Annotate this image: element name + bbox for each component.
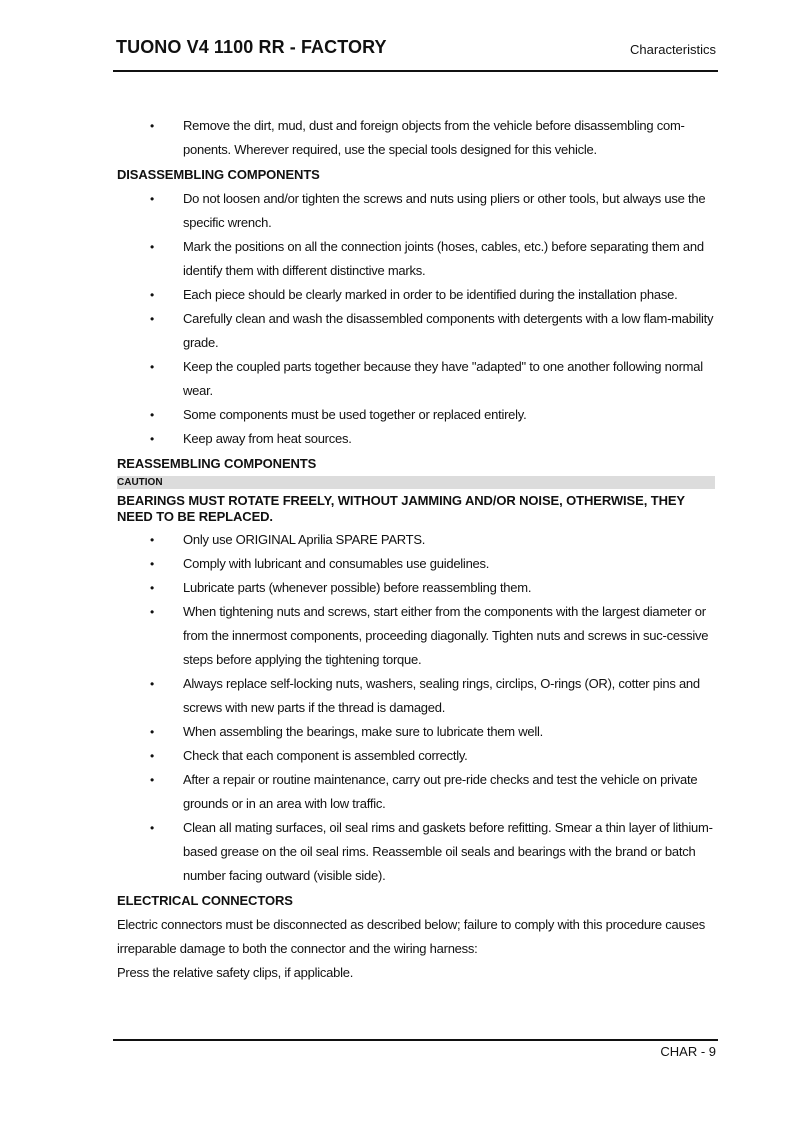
caution-text: BEARINGS MUST ROTATE FREELY, WITHOUT JAMMING AND/OR NOISE, OTHERWISE, THEY NEED TO BE REPLACED. [117,493,685,524]
bullet-icon: • [150,605,154,619]
disassembling-heading: DISASSEMBLING COMPONENTS [117,167,320,182]
intro-list [117,114,715,162]
electrical-heading: ELECTRICAL CONNECTORS [117,893,293,908]
page-content [117,114,715,985]
bullet-icon: • [150,533,154,547]
bullet-icon: • [150,749,154,763]
caution-label: CAUTION [117,476,715,489]
list-item: • Only use ORIGINAL Aprilia SPARE PARTS. [117,528,715,552]
bullet-icon: • [150,360,154,374]
bullet-icon: • [150,288,154,302]
electrical-paragraph: Electric connectors must be disconnected as described below; failure to comply with this procedure causes irreparable damage to both the connector and the wiring harness: [117,917,705,956]
bullet-icon: • [150,432,154,446]
reassembling-list [117,528,715,888]
list-item: • When assembling the bearings, make sure to lubricate them well. [117,720,715,744]
page-number: CHAR - 9 [660,1044,716,1059]
reassembling-heading: REASSEMBLING COMPONENTS [117,456,317,471]
bullet-icon: • [150,821,154,835]
list-item: • Lubricate parts (whenever possible) before reassembling them. [117,576,715,600]
bullet-icon: • [150,408,154,422]
list-item: • After a repair or routine maintenance, carry out pre-ride checks and test the vehicle on private grounds or in an area with low traffic. [117,768,715,816]
list-item: • Keep away from heat sources. [117,427,715,451]
bullet-icon: • [150,725,154,739]
bullet-icon: • [150,119,154,133]
bullet-icon: • [150,581,154,595]
list-item: • Each piece should be clearly marked in order to be identified during the installation phase. [117,283,715,307]
list-item: • Remove the dirt, mud, dust and foreign objects from the vehicle before disassembling com-ponents. Wherever required, use the special tools designed for this vehicle. [117,114,715,162]
bullet-icon: • [150,240,154,254]
list-item: • Some components must be used together or replaced entirely. [117,403,715,427]
footer-divider [113,1039,718,1041]
list-item: • When tightening nuts and screws, start either from the components with the largest diameter or from the innermost components, proceeding diagonally. Tighten nuts and screws in suc-cessive steps before applying the tightening torque. [117,600,715,672]
list-item: • Always replace self-locking nuts, washers, sealing rings, circlips, O-rings (OR), cotter pins and screws with new parts if the thread is damaged. [117,672,715,720]
disassembling-list [117,187,715,451]
list-item: • Keep the coupled parts together because they have "adapted" to one another following normal wear. [117,355,715,403]
bullet-icon: • [150,192,154,206]
bullet-icon: • [150,557,154,571]
bullet-icon: • [150,312,154,326]
list-item: • Mark the positions on all the connection joints (hoses, cables, etc.) before separating them and identify them with different distinctive marks. [117,235,715,283]
list-item: • Comply with lubricant and consumables use guidelines. [117,552,715,576]
bullet-icon: • [150,677,154,691]
list-item: • Do not loosen and/or tighten the screws and nuts using pliers or other tools, but always use the specific wrench. [117,187,715,235]
electrical-paragraph-2: Press the relative safety clips, if applicable. [117,965,354,980]
header-divider [113,70,718,72]
list-item: • Clean all mating surfaces, oil seal rims and gaskets before refitting. Smear a thin layer of lithium-based grease on the oil seal rims. Reassemble oil seals and bearings with the brand or batch number facing outward (visible side). [117,816,715,888]
page-title: TUONO V4 1100 RR - FACTORY [116,37,387,57]
bullet-icon: • [150,773,154,787]
list-item: • Carefully clean and wash the disassembled components with detergents with a low flam-mability grade. [117,307,715,355]
list-item: • Check that each component is assembled correctly. [117,744,715,768]
section-name: Characteristics [630,42,716,57]
